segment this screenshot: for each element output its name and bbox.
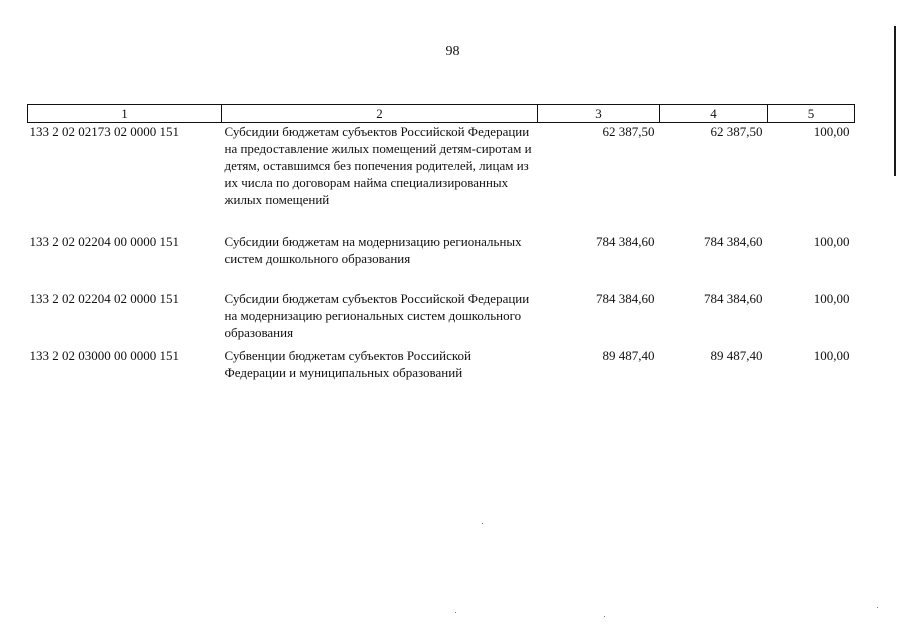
value-col-5: 100,00 (813, 291, 850, 306)
item-name: Субсидии бюджетам субъектов Российской Федерации на модернизацию региональных систем дошкольного образования (224, 291, 530, 340)
value-col-5: 100,00 (813, 124, 850, 139)
value-col-4: 89 487,40 (710, 348, 763, 363)
item-name: Субсидии бюджетам субъектов Российской Федерации на предоставление жилых помещений детям-сиротам и детям, оставшимся без попечения родителей, лицам из их числа по договорам найма специализированных жилых помещений (224, 124, 532, 207)
header-col-5: 5 (768, 105, 855, 123)
value-col-5: 100,00 (813, 234, 850, 249)
budget-code: 133 2 02 02204 02 0000 151 (29, 291, 179, 306)
scan-edge-mark (894, 26, 896, 176)
budget-code: 133 2 02 03000 00 0000 151 (29, 348, 179, 363)
budget-code: 133 2 02 02204 00 0000 151 (29, 234, 179, 249)
value-col-4: 784 384,60 (704, 234, 763, 249)
header-row (28, 105, 855, 123)
table-body (28, 123, 855, 388)
item-name: Субсидии бюджетам на модернизацию региональных систем дошкольного образования (224, 234, 522, 266)
item-name: Субвенции бюджетам субъектов Российской Федерации и муниципальных образований (224, 348, 471, 380)
table-row (28, 123, 855, 234)
value-col-5: 100,00 (813, 348, 850, 363)
header-col-3: 3 (538, 105, 660, 123)
table-row (28, 233, 855, 290)
header-col-2: 2 (222, 105, 538, 123)
budget-table (27, 104, 855, 387)
budget-code: 133 2 02 02173 02 0000 151 (29, 124, 179, 139)
table-row (28, 290, 855, 347)
table-header (28, 105, 855, 123)
value-col-3: 784 384,60 (596, 291, 655, 306)
scan-speck (604, 616, 605, 617)
value-col-3: 89 487,40 (602, 348, 655, 363)
value-col-3: 784 384,60 (596, 234, 655, 249)
scan-speck (877, 607, 878, 608)
table-row (28, 347, 855, 387)
value-col-4: 62 387,50 (710, 124, 763, 139)
value-col-3: 62 387,50 (602, 124, 655, 139)
scan-speck (482, 523, 483, 524)
header-col-1: 1 (28, 105, 222, 123)
value-col-4: 784 384,60 (704, 291, 763, 306)
page-number: 98 (445, 44, 460, 59)
scan-speck (455, 612, 456, 613)
header-col-4: 4 (660, 105, 768, 123)
